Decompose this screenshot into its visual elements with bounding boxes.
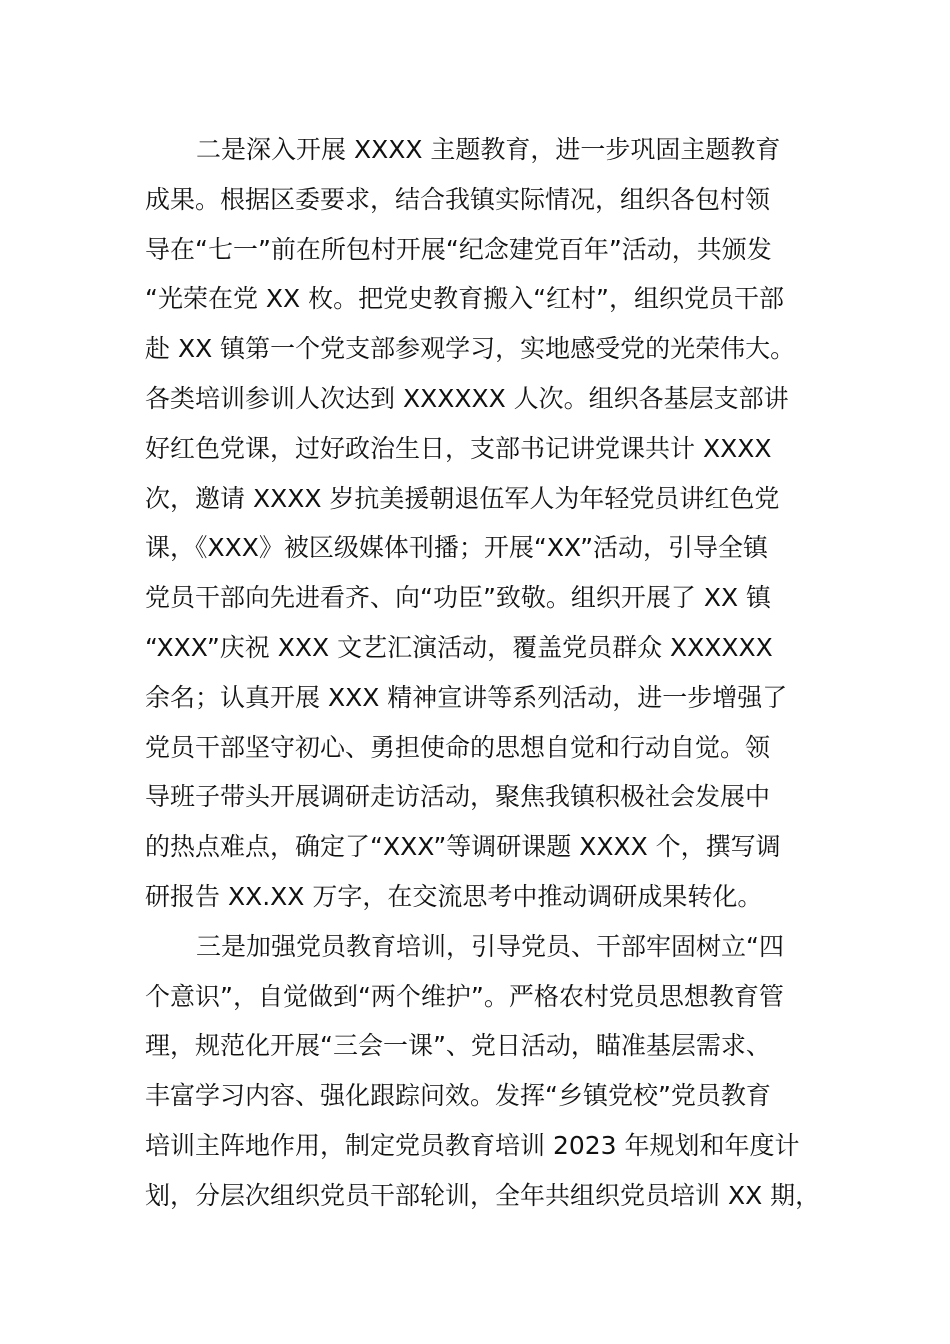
text-line: 党员干部向先进看齐、向“功臣”致敬。组织开展了 XX 镇 — [145, 583, 772, 613]
text-line: 导在“七一”前在所包村开展“纪念建党百年”活动，共颁发 — [145, 234, 772, 264]
text-line: 余名；认真开展 XXX 精神宣讲等系列活动，进一步增强了 — [145, 682, 788, 712]
text-line: 三是加强党员教育培训，引导党员、干部牢固树立“四 — [196, 931, 784, 961]
text-line: 成果。根据区委要求，结合我镇实际情况，组织各包村领 — [145, 184, 771, 214]
text-line: 丰富学习内容、强化跟踪问效。发挥“乡镇党校”党员教育 — [145, 1081, 771, 1111]
text-line: 理，规范化开展“三会一课”、党日活动，瞄准基层需求、 — [145, 1031, 771, 1061]
text-line: 课，《XXX》被区级媒体刊播；开展“XX”活动，引导全镇 — [145, 533, 769, 563]
text-line: 研报告 XX.XX 万字，在交流思考中推动调研成果转化。 — [145, 881, 763, 911]
text-line: 划，分层次组织党员干部轮训，全年共组织党员培训 XX 期， — [145, 1180, 821, 1210]
text-line: 培训主阵地作用，制定党员教育培训 2023 年规划和年度计 — [145, 1130, 800, 1160]
text-line: 的热点难点，确定了“XXX”等调研课题 XXXX 个，撰写调 — [145, 832, 781, 862]
text-line: 个意识”，自觉做到“两个维护”。严格农村党员思想教育管 — [145, 981, 784, 1011]
paragraph — [145, 125, 825, 922]
text-line: 次，邀请 XXXX 岁抗美援朝退伍军人为年轻党员讲红色党 — [145, 483, 780, 513]
text-line: 二是深入开展 XXXX 主题教育，进一步巩固主题教育 — [196, 135, 781, 164]
paragraph — [145, 922, 825, 1221]
document-body — [145, 125, 825, 1221]
text-line: 赴 XX 镇第一个党支部参观学习，实地感受党的光荣伟大。 — [145, 334, 796, 364]
text-line: 好红色党课，过好政治生日，支部书记讲党课共计 XXXX — [145, 433, 772, 463]
text-line: “XXX”庆祝 XXX 文艺汇演活动，覆盖党员群众 XXXXXX — [145, 632, 773, 662]
text-line: 导班子带头开展调研走访活动，聚焦我镇积极社会发展中 — [145, 782, 771, 812]
text-line: 党员干部坚守初心、勇担使命的思想自觉和行动自觉。领 — [145, 732, 771, 762]
text-line: 各类培训参训人次达到 XXXXXX 人次。组织各基层支部讲 — [145, 383, 789, 413]
text-line: “光荣在党 XX 枚。把党史教育搬入“红村”，组织党员干部 — [145, 284, 785, 314]
